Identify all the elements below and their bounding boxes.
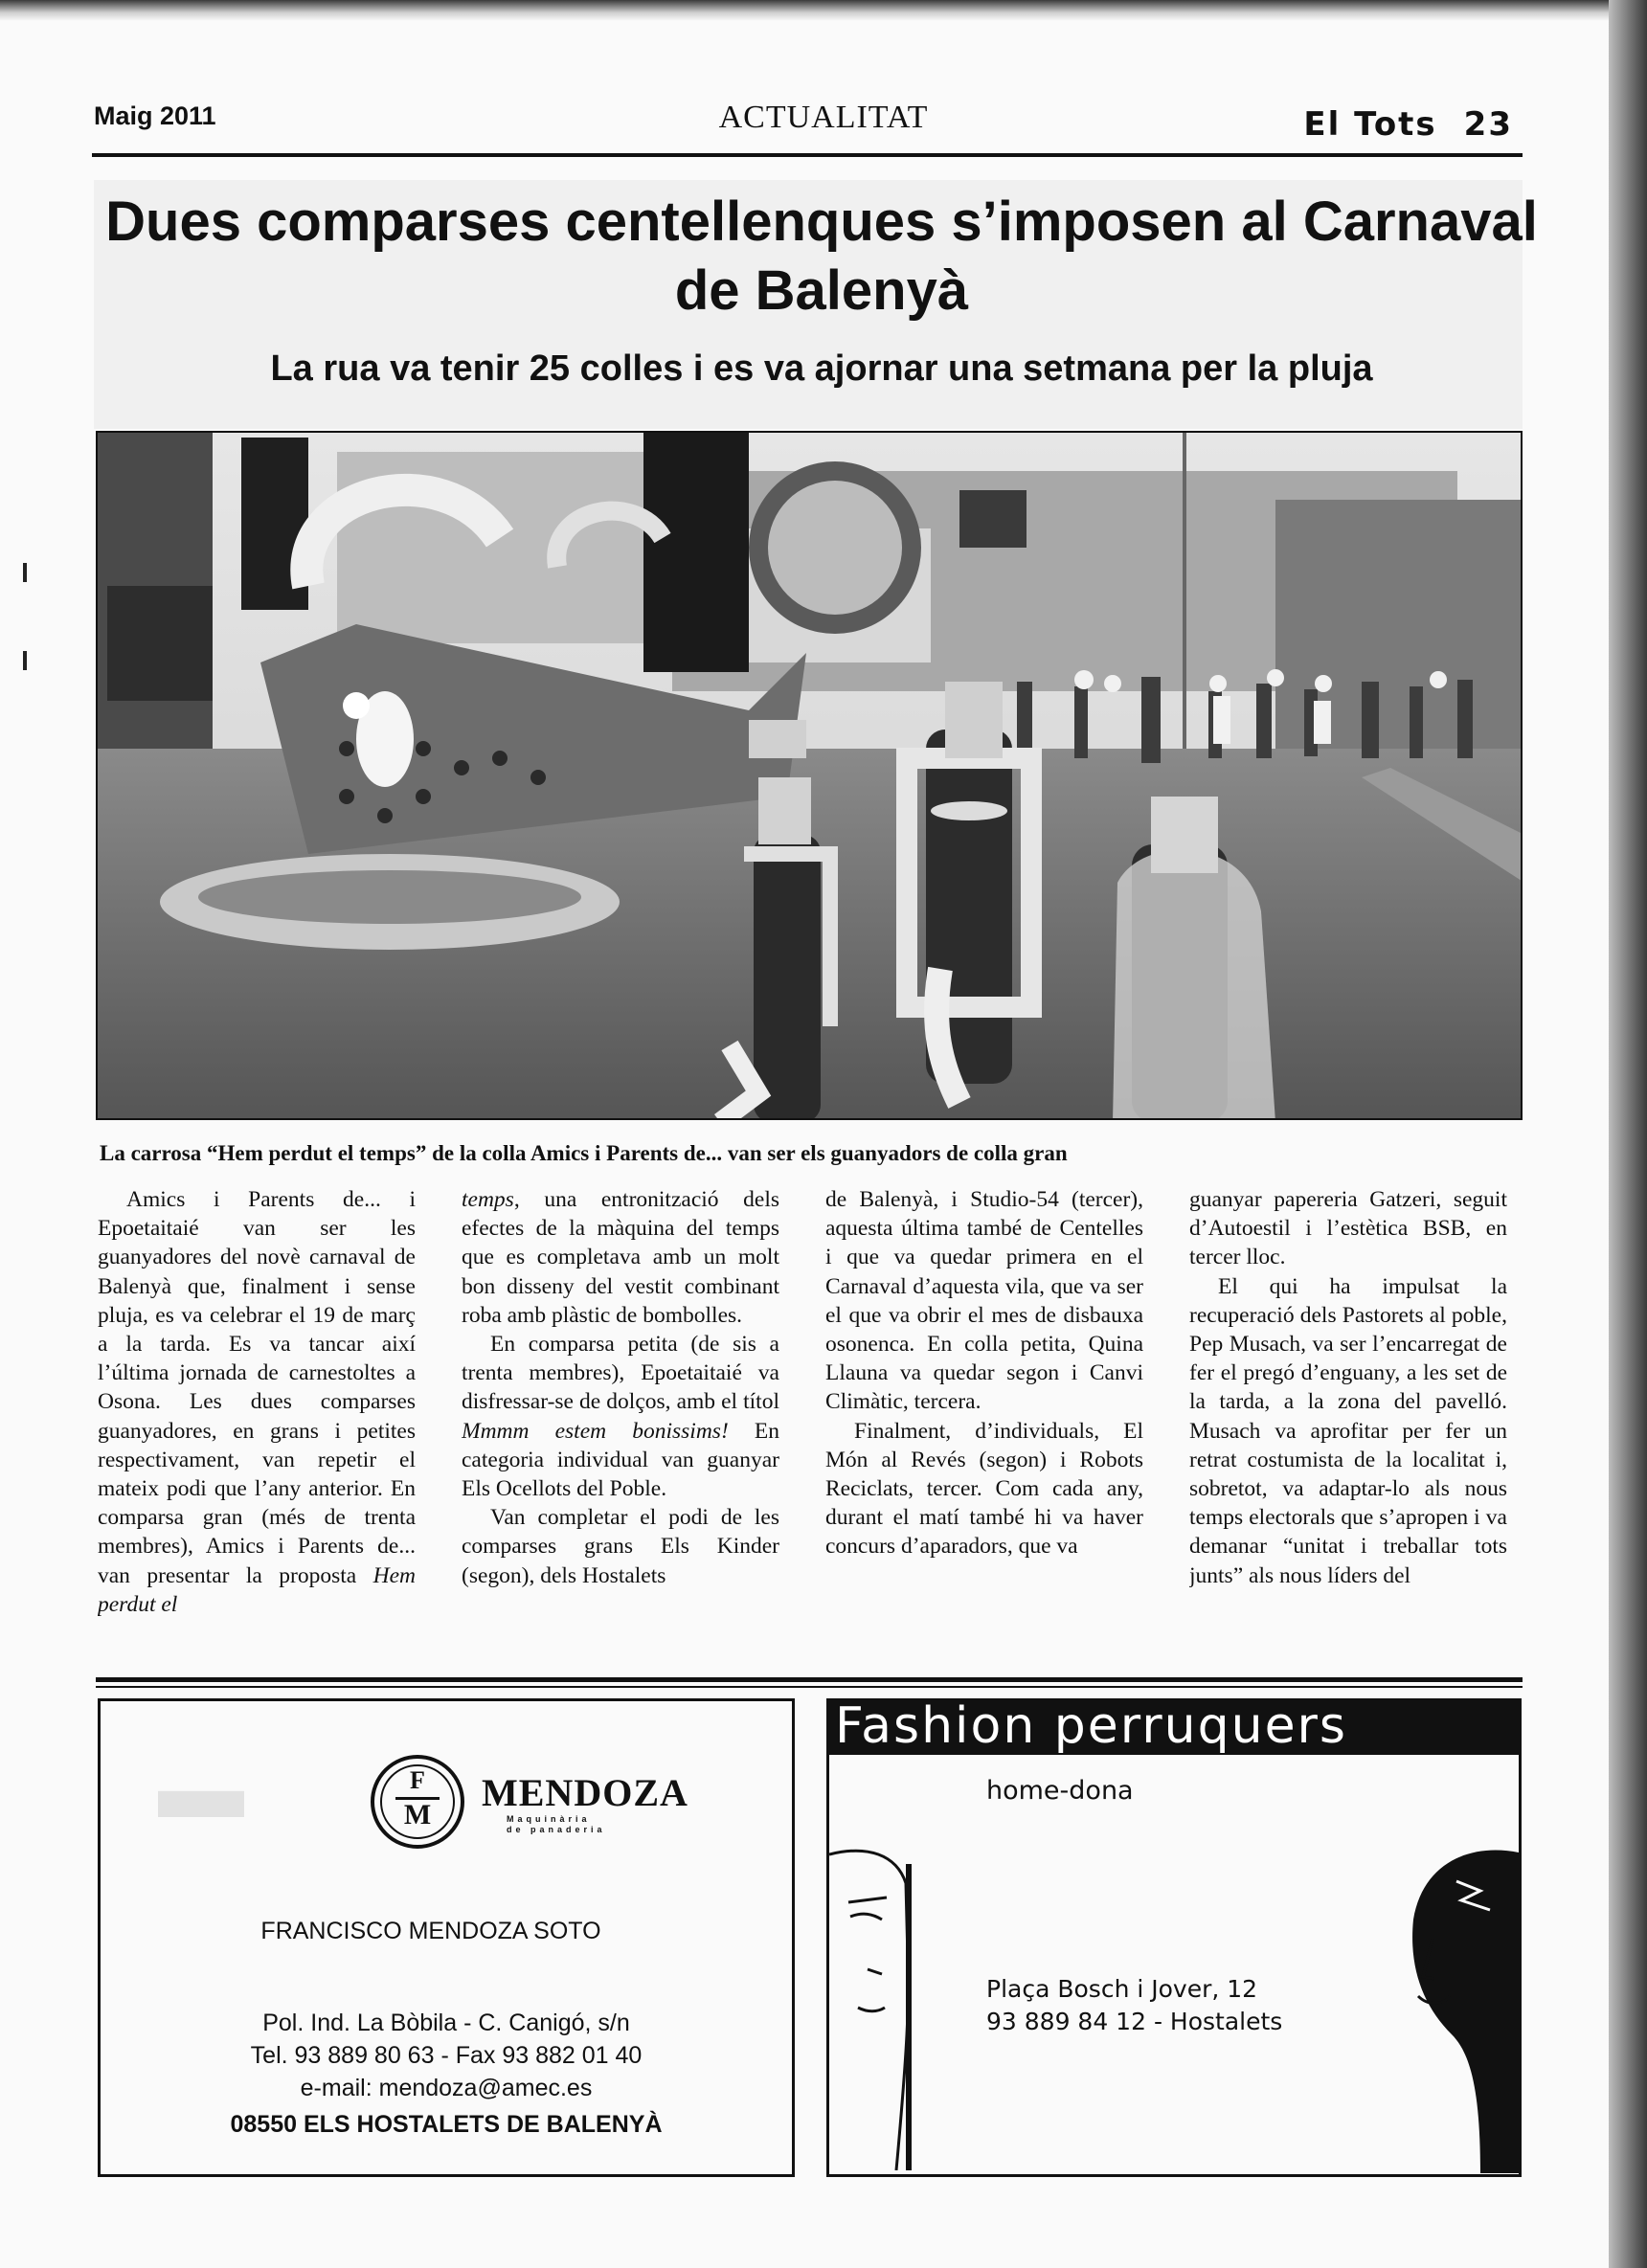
publication-masthead [1303,105,1513,144]
work-title: Mmmm estem bonissims! [462,1418,729,1444]
fashion-phone: 93 889 84 12 - Hostalets [986,2008,1283,2035]
header-rule [92,153,1523,157]
article-paragraph: Amics i Parents de... i Epoetaitaié van ser les guanyadores del novè carnaval de Balenyà que, finalment i sense pluja, es va celebrar el 19 de març a la tarda. Es va tancar així l’última jornada de carnestoltes a Osona. Les dues comparses guanyadores, en grans i petites respectivament, van repetir el mateix podi que l’any anterior. En comparsa gran (més de trenta membres), Amics i Parents de... van presentar la proposta Hem perdut el [98,1187,416,1617]
article-paragraph: Van completar el podi de les comparses grans Els Kinder (segon), dels Hostalets [462,1505,779,1588]
article-column-2 [462,1185,779,1654]
mendoza-advertisement [98,1698,795,2177]
article-paragraph: En comparsa petita (de sis a trenta membres), Epoetaitaié va disfressar-se de dolços, amb el títol Mmmm estem bonissims! En categoria individual van guanyar Els Ocellots del Poble. [462,1332,779,1502]
headline: Dues comparses centellenques s’imposen al Carnaval de Balenyà [105,191,1538,322]
fashion-subtitle: home-dona [986,1776,1134,1806]
article-paragraph: El qui ha impulsat la recuperació dels Pastorets al poble, Pep Musach, va ser l’encarregat de fer el pregó d’enguany, a les set de la tarda, a la zona del pavelló. Musach va aprofitar per fer un retrat costumista de la localitat i, sobretot, va adaptar-lo als nous temps electorals que s’apropen i va demanar “unitat i treballar tots junts” als nous líders del [1189,1273,1507,1588]
article-paragraph: temps, una entronització dels efectes de la màquina del temps que es completava amb un molt bon disseny del vestit combinant roba amb plàstic de bombolles. [462,1187,779,1328]
article-paragraph: guanyar papereria Gatzeri, seguit d’Autoestil i l’estètica BSB, en tercer lloc. [1189,1187,1507,1270]
fashion-title: Fashion perruquers [835,1698,1348,1755]
fashion-title-bar [829,1698,1519,1755]
face-illustration-right [1365,1843,1519,2173]
mendoza-email: e-mail: mendoza@amec.es [300,2075,593,2101]
page-number: 23 [1463,105,1513,144]
photo-caption: La carrosa “Hem perdut el temps” de la colla Amics i Parents de... van ser els guanyadors de colla gran [100,1141,1068,1165]
page-right-edge [1609,0,1647,2268]
bleed-through-shadow: ▬ [158,1740,244,1836]
article-column-4 [1189,1185,1507,1654]
page-top-edge [0,0,1618,21]
mendoza-brand: MENDOZA [482,1771,688,1814]
article-column-1 [98,1185,416,1654]
binding-mark [23,651,27,670]
issue-date: Maig 2011 [94,101,216,130]
article-paragraph: Finalment, d’individuals, El Món al Revés (segon) i Robots Reciclats, tercer. Com cada any, durant el matí també hi va haver concurs d’aparadors, que va [825,1418,1143,1560]
ads-rule [96,1677,1523,1682]
section-title: ACTUALITAT [718,100,929,135]
publication-name: El Tots [1303,105,1437,144]
fm-logo: F M [371,1755,464,1849]
subheadline: La rua va tenir 25 colles i es va ajornar una setmana per la pluja [270,348,1373,389]
mendoza-city: 08550 ELS HOSTALETS DE BALENYÀ [230,2111,663,2138]
mendoza-address: Pol. Ind. La Bòbila - C. Canigó, s/n [262,2010,630,2036]
article-paragraph: de Balenyà, i Studio-54 (tercer), aquesta última també de Centelles i que va quedar primera en el Carnaval d’aquesta vila, que va ser el que va obrir el mes de disbauxa osonenca. En colla petita, Quina Llauna va quedar segon i Canvi Climàtic, tercera. [825,1187,1143,1415]
binding-mark [23,563,27,582]
mendoza-owner: FRANCISCO MENDOZA SOTO [260,1918,601,1944]
fashion-perruquers-advertisement [826,1698,1522,2177]
mendoza-phone: Tel. 93 889 80 63 - Fax 93 882 01 40 [250,2042,643,2069]
ads-rule [96,1686,1523,1688]
mendoza-tagline: Maquinària de panaderia [507,1814,606,1834]
fashion-address: Plaça Bosch i Jover, 12 [986,1975,1258,2003]
carnival-photo [96,431,1523,1120]
face-illustration-left [829,1845,954,2170]
article-column-3 [825,1185,1143,1654]
work-title: Hem perdut el [98,1562,416,1617]
work-title: temps [462,1187,514,1212]
